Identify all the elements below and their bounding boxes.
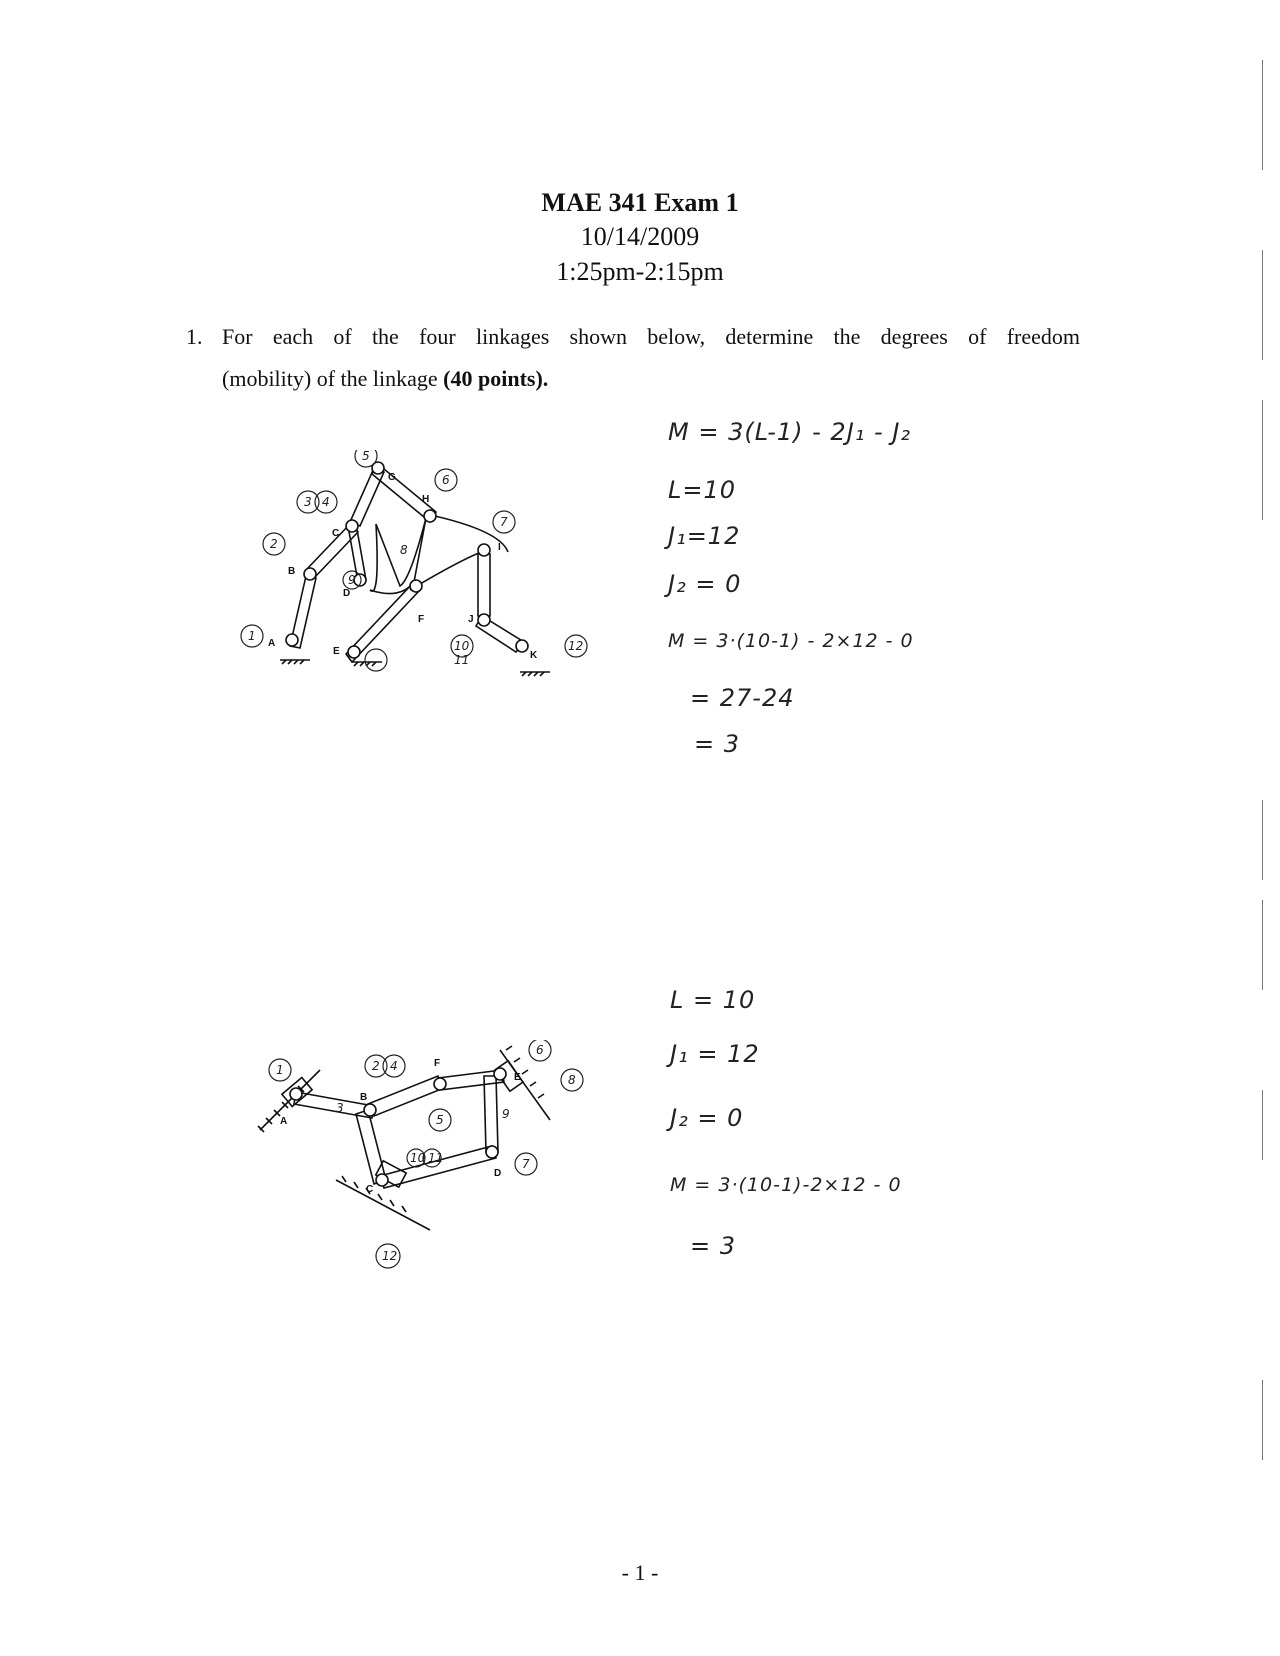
solution1-J1: J₁=12 <box>668 522 741 550</box>
solution1-L: L=10 <box>668 476 737 504</box>
link-number: 3 <box>304 495 312 509</box>
link-number: 9 <box>348 573 356 587</box>
solution2-J2: J₂ = 0 <box>670 1104 744 1132</box>
joint-label: C <box>366 1184 374 1195</box>
joint-a <box>290 1088 302 1100</box>
page-number: - 1 - <box>621 1560 659 1585</box>
link-number: 11 <box>454 653 470 667</box>
link-number: 3 <box>336 1101 344 1115</box>
link-number: 7 <box>500 515 508 529</box>
link-number: 6 <box>442 473 450 487</box>
link-number: 12 <box>568 639 584 653</box>
scan-edge-line <box>1262 800 1263 880</box>
joint-k <box>516 640 528 652</box>
link-number: 10 <box>454 639 470 653</box>
scan-edge-line <box>1262 900 1263 990</box>
joint-b <box>364 1104 376 1116</box>
scan-edge-line <box>1262 1090 1263 1160</box>
solution2-J1: J₁ = 12 <box>670 1040 760 1068</box>
link-number: 1 <box>276 1063 284 1077</box>
joint-label: E <box>514 1072 521 1083</box>
joint-h <box>424 510 436 522</box>
link-number: 8 <box>568 1073 576 1087</box>
link-number: 4 <box>390 1059 398 1073</box>
link-number: 8 <box>400 543 408 557</box>
joint-label: A <box>268 638 276 649</box>
exam-title: MAE 341 Exam 1 <box>541 188 739 217</box>
question-number: 1. <box>186 324 203 349</box>
joint-label: J <box>468 614 474 625</box>
joint-label: E <box>333 646 340 657</box>
joint-d <box>486 1146 498 1158</box>
link-number: 12 <box>382 1249 398 1263</box>
joint-label: D <box>494 1168 502 1179</box>
joint-e <box>494 1068 506 1080</box>
joint-f <box>434 1078 446 1090</box>
joint-label: C <box>332 528 340 539</box>
joint-label: B <box>360 1092 368 1103</box>
solution1-step: = 27-24 <box>690 684 795 712</box>
link-5 <box>356 1110 386 1184</box>
linkage-diagram-2 <box>250 1040 630 1320</box>
joint-label: H <box>422 494 430 505</box>
solution2-calc: M = 3·(10-1)-2×12 - 0 <box>670 1174 902 1196</box>
link-number: 7 <box>522 1157 530 1171</box>
question-text-prefix: (mobility) of the linkage <box>222 366 444 391</box>
link-number: 9 <box>502 1107 510 1121</box>
solution1-formula: M = 3(L-1) - 2J₁ - J₂ <box>668 418 912 446</box>
joint-label: A <box>280 1116 288 1127</box>
question-text-line2 <box>222 366 548 392</box>
solution2-L: L = 10 <box>670 986 756 1014</box>
joint-j <box>478 614 490 626</box>
solution1-result: = 3 <box>694 730 741 758</box>
joint-e <box>348 646 360 658</box>
joint-f <box>410 580 422 592</box>
joint-label: F <box>418 614 425 625</box>
link-number: 6 <box>536 1043 544 1057</box>
joint-label: K <box>530 650 538 661</box>
link-number: 11 <box>428 1151 444 1165</box>
joint-c <box>346 520 358 532</box>
ground-slide-a <box>258 1070 320 1132</box>
joint-label: G <box>388 472 396 483</box>
joint-i <box>478 544 490 556</box>
linkage-diagram-1 <box>240 450 620 730</box>
link-number: 2 <box>372 1059 380 1073</box>
question-text-line1: For each of the four linkages shown below, determine the degrees of freedom <box>222 324 1080 349</box>
joint-a <box>286 634 298 646</box>
solution2-result: = 3 <box>690 1232 737 1260</box>
link-number: 10 <box>410 1151 426 1165</box>
joint-c <box>376 1174 388 1186</box>
link-number: 4 <box>322 495 330 509</box>
link-number: 2 <box>270 537 278 551</box>
joint-label: I <box>498 542 501 553</box>
link-9 <box>478 554 490 616</box>
scan-edge-line <box>1262 60 1263 170</box>
link-4 <box>368 1076 444 1116</box>
scan-edge-line <box>1262 1380 1263 1460</box>
link-6 <box>350 468 384 526</box>
question-points: (40 points). <box>443 366 549 391</box>
link-number: 1 <box>248 629 256 643</box>
link-number: 5 <box>362 450 370 463</box>
link-coupler <box>426 514 508 552</box>
joint-label: F <box>434 1058 441 1069</box>
ground-support-k <box>520 672 550 676</box>
joint-label: B <box>288 566 296 577</box>
link-9 <box>484 1076 498 1152</box>
ground-support-a <box>280 660 310 664</box>
solution1-J2: J₂ = 0 <box>668 570 742 598</box>
joint-label: D <box>343 588 351 599</box>
scan-edge-line <box>1262 400 1263 520</box>
exam-time: 1:25pm-2:15pm <box>556 257 724 286</box>
joint-b <box>304 568 316 580</box>
link-number: 5 <box>436 1113 444 1127</box>
exam-date: 10/14/2009 <box>580 222 700 251</box>
solution1-calc: M = 3·(10-1) - 2×12 - 0 <box>668 630 914 652</box>
